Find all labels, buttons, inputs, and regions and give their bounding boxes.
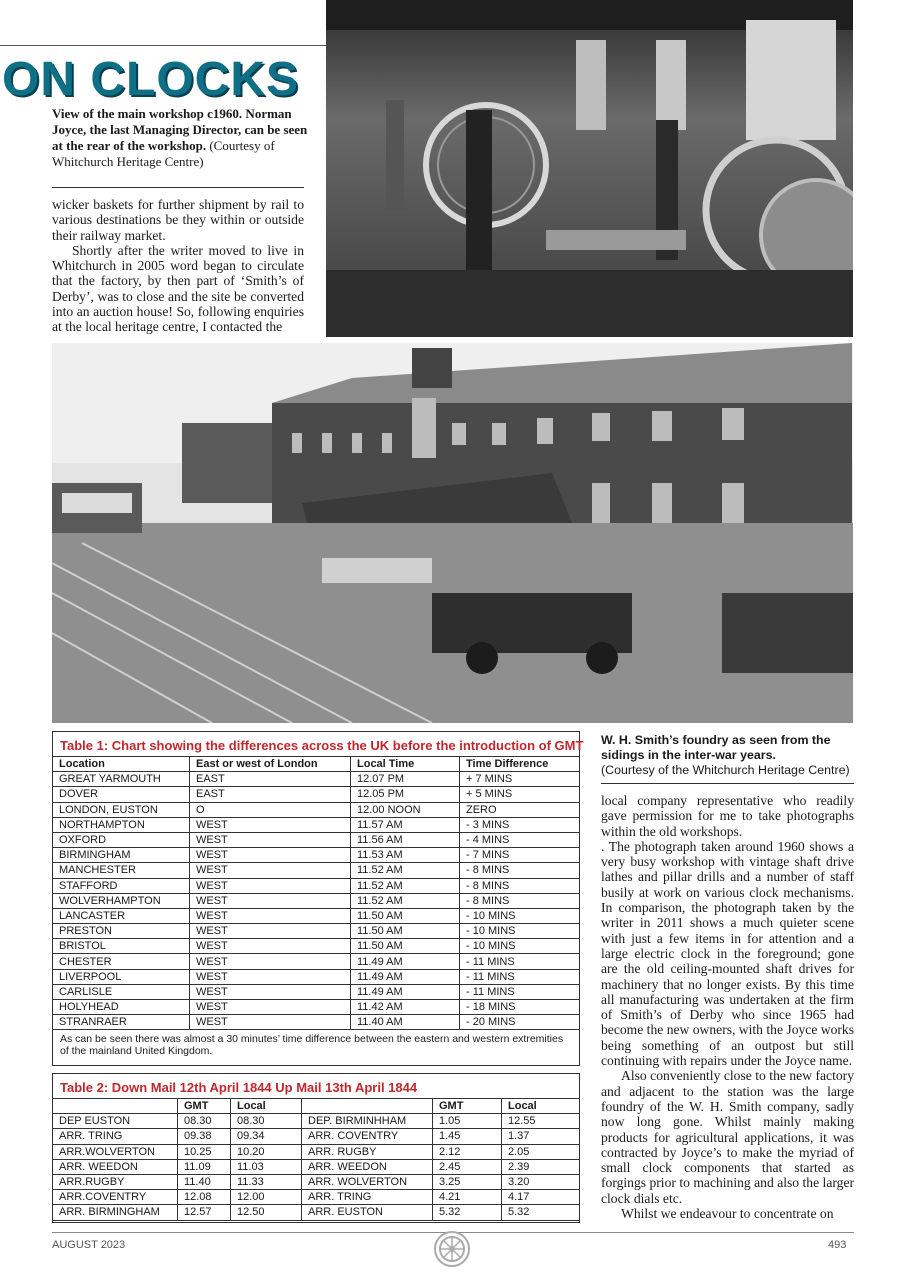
table-cell: ARR.COVENTRY	[53, 1190, 178, 1205]
table-cell: 11.40 AM	[351, 1015, 460, 1030]
caption-credit: (Courtesy of Whitchurch Heritage Centre)	[52, 138, 275, 169]
issue-date: AUGUST 2023	[52, 1239, 126, 1251]
table-cell: OXFORD	[53, 832, 190, 847]
paragraph: wicker baskets for further shipment by rail to various destinations be they within or outside their railway market.	[52, 197, 304, 243]
table-2-title: Table 2: Down Mail 12th April 1844 Up Mail 13th April 1844	[60, 1080, 418, 1095]
table-cell: 11.49 AM	[351, 969, 460, 984]
workshop-photo	[326, 0, 853, 337]
table-row	[53, 1000, 579, 1015]
table-row	[53, 1159, 579, 1174]
table-1-title: Table 1: Chart showing the differences across the UK before the introduction of GMT	[60, 738, 584, 753]
table-cell: 11.52 AM	[351, 863, 460, 878]
table-row	[53, 939, 579, 954]
paragraph: . The photograph taken around 1960 shows a very busy workshop with vintage shaft drive lathes and pillar drills and a number of staff busily at work on various clock mechanisms. In comparison, the photograph taken by the writer in 2011 shows a much quieter scene with just a few items in for attention and a large electric clock in the foreground; gone are the old ceiling-mounted shaft drives for machinery that no longer exists. By this time all manufacturing was undertaken at the firm of Smith’s of Derby who since 1965 had become the new owners, with the Joyce works being something of an outpost but still continuing with repairs under the Joyce name.	[601, 838, 854, 1069]
table-row	[53, 863, 579, 878]
table-cell: ARR.RUGBY	[53, 1174, 178, 1189]
table-cell: WEST	[190, 969, 351, 984]
paragraph: Whilst we endeavour to concentrate on	[621, 1206, 834, 1222]
table-cell: - 10 MINS	[460, 924, 580, 939]
table-cell: 11.50 AM	[351, 939, 460, 954]
table-row	[53, 817, 579, 832]
page-heading: ON CLOCKS	[2, 53, 299, 106]
table-cell: WEST	[190, 1000, 351, 1015]
caption-bold: W. H. Smith’s foundry as seen from the sidings in the inter-war years.	[601, 733, 831, 762]
table-row	[53, 908, 579, 923]
table-cell: LIVERPOOL	[53, 969, 190, 984]
column-header: Local	[231, 1099, 302, 1114]
table-cell: - 8 MINS	[460, 863, 580, 878]
table-cell: CHESTER	[53, 954, 190, 969]
column-header: Local Time	[351, 757, 460, 772]
table-cell: - 8 MINS	[460, 878, 580, 893]
top-rule	[0, 45, 326, 46]
table-cell: 11.52 AM	[351, 893, 460, 908]
table-1	[52, 731, 584, 1066]
table-cell: O	[190, 802, 351, 817]
table-cell: 09.34	[231, 1129, 302, 1144]
table-cell: LANCASTER	[53, 908, 190, 923]
table-cell: ARR. WOLVERTON	[302, 1174, 433, 1189]
table-cell: 2.12	[433, 1144, 502, 1159]
table-cell: ARR. RUGBY	[302, 1144, 433, 1159]
table-cell: WEST	[190, 832, 351, 847]
table-row	[53, 1174, 579, 1189]
table-row	[53, 832, 579, 847]
table-row	[53, 1129, 579, 1144]
foundry-photo-caption	[601, 733, 854, 778]
table-cell: 12.08	[178, 1190, 231, 1205]
table-cell: BIRMINGHAM	[53, 848, 190, 863]
table-cell: MANCHESTER	[53, 863, 190, 878]
table-cell: WEST	[190, 878, 351, 893]
table-cell: ARR. TRING	[53, 1129, 178, 1144]
table-cell: CARLISLE	[53, 984, 190, 999]
table-cell: WEST	[190, 939, 351, 954]
table-header-row	[53, 1099, 579, 1114]
table-cell: BRISTOL	[53, 939, 190, 954]
table-cell: 2.39	[502, 1159, 580, 1174]
table-cell: PRESTON	[53, 924, 190, 939]
table-cell: 12.50	[231, 1205, 302, 1220]
table-cell: ARR. TRING	[302, 1190, 433, 1205]
page-number: 493	[828, 1239, 847, 1251]
table-cell: HOLYHEAD	[53, 1000, 190, 1015]
table-row	[53, 924, 579, 939]
table-cell: 5.32	[502, 1205, 580, 1220]
caption-divider	[52, 187, 304, 188]
table-cell: - 20 MINS	[460, 1015, 580, 1030]
table-cell: WEST	[190, 893, 351, 908]
column-header: East or west of London	[190, 757, 351, 772]
table-cell: EAST	[190, 772, 351, 787]
table-cell: - 8 MINS	[460, 893, 580, 908]
table-cell: 08.30	[178, 1114, 231, 1129]
table-cell: 12.05 PM	[351, 787, 460, 802]
table-cell: EAST	[190, 787, 351, 802]
table-cell: 1.45	[433, 1129, 502, 1144]
table-cell: 2.05	[502, 1144, 580, 1159]
table-row	[53, 1114, 579, 1129]
table-cell: 12.00 NOON	[351, 802, 460, 817]
table-cell: 11.33	[231, 1174, 302, 1189]
table-row	[53, 1205, 579, 1220]
column-header	[53, 1099, 178, 1114]
workshop-photo-caption	[52, 106, 312, 170]
table-cell: DEP EUSTON	[53, 1114, 178, 1129]
table-cell: DOVER	[53, 787, 190, 802]
table-cell: 4.21	[433, 1190, 502, 1205]
table-cell: ARR.WOLVERTON	[53, 1144, 178, 1159]
table-cell: 4.17	[502, 1190, 580, 1205]
table-cell: 09.38	[178, 1129, 231, 1144]
table-cell: GREAT YARMOUTH	[53, 772, 190, 787]
column-header: Time Difference	[460, 757, 580, 772]
table-cell: DEP. BIRMINHHAM	[302, 1114, 433, 1129]
column-header	[302, 1099, 433, 1114]
column-header: Location	[53, 757, 190, 772]
table-row	[53, 878, 579, 893]
table-row	[53, 954, 579, 969]
table-cell: + 5 MINS	[460, 787, 580, 802]
table-cell: 08.30	[231, 1114, 302, 1129]
table-cell: 11.49 AM	[351, 984, 460, 999]
table-cell: 11.09	[178, 1159, 231, 1174]
caption-divider	[601, 783, 854, 784]
table-cell: 5.32	[433, 1205, 502, 1220]
table-cell: STAFFORD	[53, 878, 190, 893]
table-cell: - 11 MINS	[460, 969, 580, 984]
table-cell: ARR. EUSTON	[302, 1205, 433, 1220]
table-cell: ARR. WEEDON	[302, 1159, 433, 1174]
foundry-photo	[52, 343, 853, 723]
table-cell: WEST	[190, 1015, 351, 1030]
table-cell: LONDON, EUSTON	[53, 802, 190, 817]
table-1-note: As can be seen there was almost a 30 minutes’ time difference between the eastern and western extremities of the mainland United Kingdom.	[60, 1033, 564, 1058]
table-cell: NORTHAMPTON	[53, 817, 190, 832]
table-row	[53, 802, 579, 817]
column-header: GMT	[178, 1099, 231, 1114]
table-cell: WEST	[190, 863, 351, 878]
table-cell: WEST	[190, 848, 351, 863]
table-row	[53, 772, 579, 787]
table-cell: 12.55	[502, 1114, 580, 1129]
table-cell: 12.00	[231, 1190, 302, 1205]
table-cell: - 4 MINS	[460, 832, 580, 847]
table-cell: 11.56 AM	[351, 832, 460, 847]
caption-bold: View of the main workshop c1960. Norman Joyce, the last Managing Director, can be seen at the rear of the workshop.	[52, 106, 308, 153]
table-row	[53, 1144, 579, 1159]
column-header: Local	[502, 1099, 580, 1114]
table-row	[53, 969, 579, 984]
table-cell: 10.20	[231, 1144, 302, 1159]
table-cell: 3.20	[502, 1174, 580, 1189]
table-cell: 11.57 AM	[351, 817, 460, 832]
table-cell: 11.40	[178, 1174, 231, 1189]
paragraph: local company representative who readily gave permission for me to take photographs within the old workshops.	[601, 793, 854, 839]
column-header: GMT	[433, 1099, 502, 1114]
article-column-right	[601, 793, 854, 1221]
table-cell: WEST	[190, 954, 351, 969]
table-cell: 11.49 AM	[351, 954, 460, 969]
table-cell: 12.07 PM	[351, 772, 460, 787]
table-cell: ZERO	[460, 802, 580, 817]
table-cell: WEST	[190, 984, 351, 999]
table-cell: WEST	[190, 908, 351, 923]
table-row	[53, 1015, 579, 1030]
table-cell: - 10 MINS	[460, 939, 580, 954]
table-cell: 2.45	[433, 1159, 502, 1174]
table-header-row	[53, 757, 579, 772]
table-cell: WEST	[190, 924, 351, 939]
paragraph: Shortly after the writer moved to live in Whitchurch in 2005 word began to circulate that the factory, by then part of ‘Smith’s of Derby’, was to close and the site be converted into an auction house! So, following enquiries at the local heritage centre, I contacted the	[52, 242, 304, 335]
table-cell: ARR. COVENTRY	[302, 1129, 433, 1144]
article-column-left	[52, 197, 304, 335]
table-cell: 11.52 AM	[351, 878, 460, 893]
table-row	[53, 848, 579, 863]
table-2-grid	[53, 1098, 579, 1221]
table-cell: 1.37	[502, 1129, 580, 1144]
table-row	[53, 787, 579, 802]
table-2	[52, 1073, 580, 1223]
table-cell: ARR. WEEDON	[53, 1159, 178, 1174]
table-cell: WOLVERHAMPTON	[53, 893, 190, 908]
table-cell: WEST	[190, 817, 351, 832]
table-cell: - 11 MINS	[460, 984, 580, 999]
table-row	[53, 1190, 579, 1205]
table-1-grid	[53, 756, 579, 1030]
table-cell: STRANRAER	[53, 1015, 190, 1030]
table-cell: - 11 MINS	[460, 954, 580, 969]
table-cell: 1.05	[433, 1114, 502, 1129]
table-row	[53, 984, 579, 999]
table-cell: - 18 MINS	[460, 1000, 580, 1015]
table-cell: 11.03	[231, 1159, 302, 1174]
table-row	[53, 893, 579, 908]
table-cell: ARR. BIRMINGHAM	[53, 1205, 178, 1220]
paragraph: Also conveniently close to the new factory and adjacent to the station was the large foundry of the W. H. Smith company, sadly now long gone. Whilst mainly making products for agricultural applications, it was contracted by Joyce’s to make the myriad of small clock components that started as forgings prior to machining and also the larger clock dials etc.	[601, 1068, 854, 1206]
table-cell: 11.42 AM	[351, 1000, 460, 1015]
table-cell: + 7 MINS	[460, 772, 580, 787]
table-cell: - 3 MINS	[460, 817, 580, 832]
table-cell: 12.57	[178, 1205, 231, 1220]
table-cell: 11.53 AM	[351, 848, 460, 863]
table-cell: 11.50 AM	[351, 924, 460, 939]
table-cell: - 7 MINS	[460, 848, 580, 863]
table-cell: - 10 MINS	[460, 908, 580, 923]
table-cell: 11.50 AM	[351, 908, 460, 923]
table-cell: 10.25	[178, 1144, 231, 1159]
table-cell: 3.25	[433, 1174, 502, 1189]
wheel-logo-icon	[433, 1230, 471, 1268]
caption-credit: (Courtesy of the Whitchurch Heritage Centre)	[601, 763, 850, 777]
